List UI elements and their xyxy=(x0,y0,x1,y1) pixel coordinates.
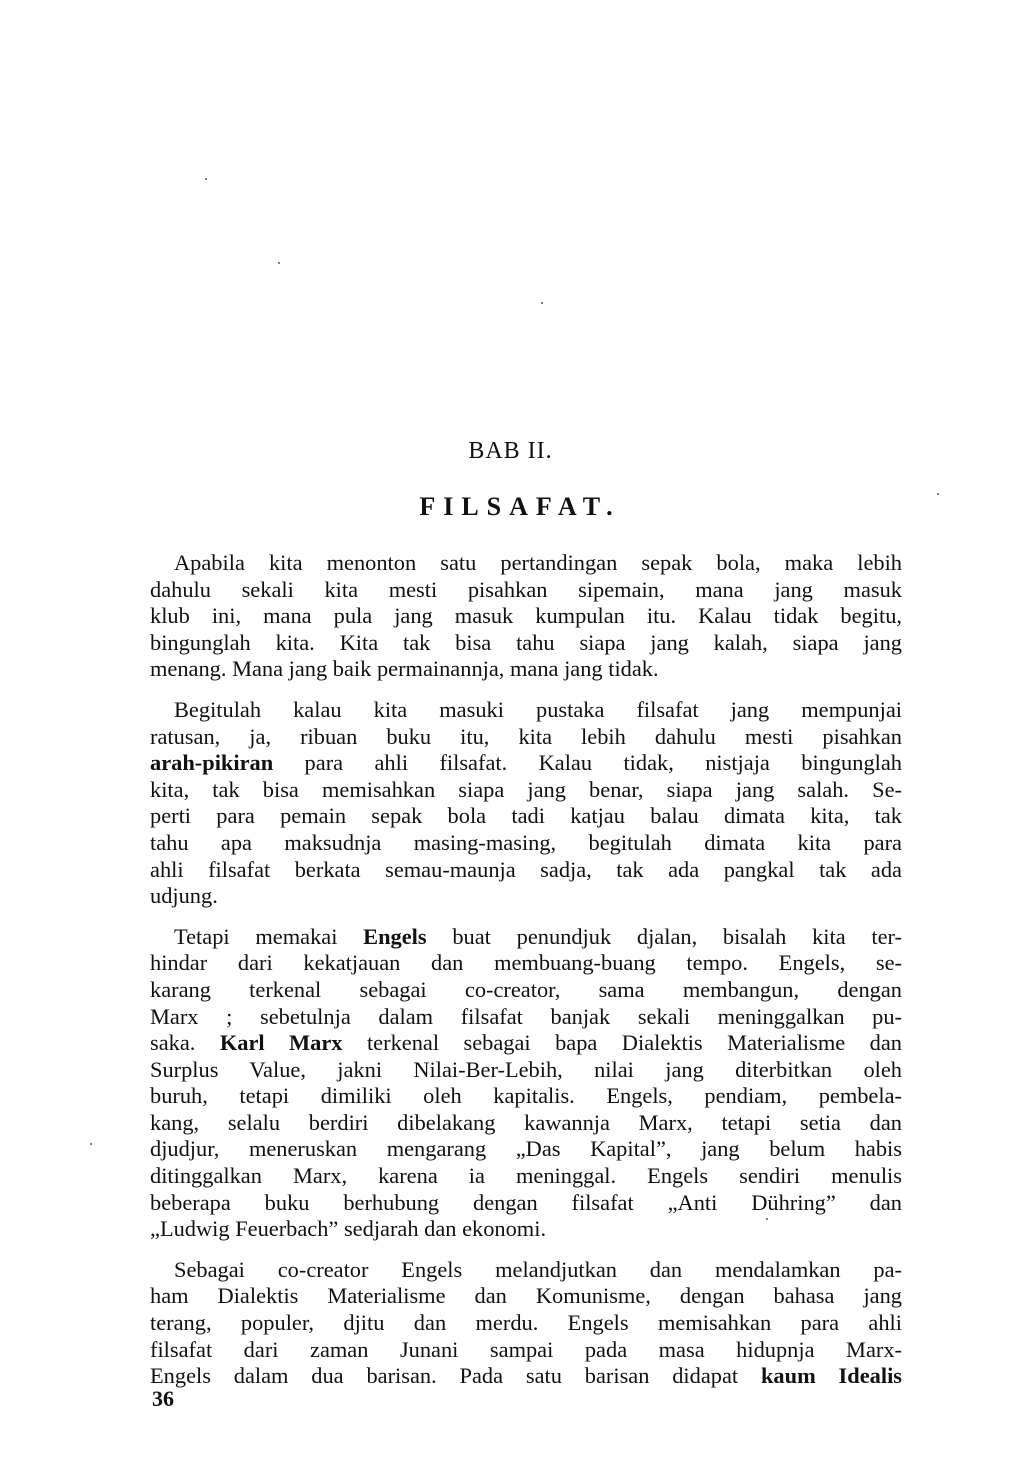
text-line: Sebagai co-creator Engels melandjutkan dan mendalamkan pa- xyxy=(174,1256,902,1282)
bold-term: Engels xyxy=(363,923,427,949)
text-run: terkenal sebagai bapa Dialektis Materialisme dan xyxy=(342,1030,902,1056)
paragraph xyxy=(150,1257,902,1390)
text-line xyxy=(150,1030,902,1057)
bold-term: kaum Idealis xyxy=(760,1363,902,1389)
text-line: terang, populer, djitu dan merdu. Engels memisahkan para ahli xyxy=(150,1310,902,1336)
scan-speck xyxy=(541,302,543,304)
bold-term: Karl Marx xyxy=(219,1030,343,1056)
text-run: buat penundjuk djalan, bisalah kita ter- xyxy=(426,923,902,949)
text-line xyxy=(150,924,902,951)
text-line: klub ini, mana pula jang masuk kumpulan itu. Kalau tidak begitu, xyxy=(150,603,902,629)
text-line: Apabila kita menonton satu pertandingan sepak bola, maka lebih xyxy=(174,550,902,575)
text-line: menang. Mana jang baik permainannja, mana jang tidak. xyxy=(150,656,659,682)
text-line: tahu apa maksudnja masing-masing, begitulah dimata kita para xyxy=(150,829,902,855)
text-line: kita, tak bisa memisahkan siapa jang benar, siapa jang salah. Se- xyxy=(150,776,902,802)
paragraph xyxy=(150,697,902,910)
text-line xyxy=(150,1363,902,1390)
bold-term: arah-pikiran xyxy=(150,750,274,776)
text-line: ahli filsafat berkata semau-maunja sadja, tak ada pangkal tak ada xyxy=(150,856,902,882)
text-line: ham Dialektis Materialisme dan Komunisme, dengan bahasa jang xyxy=(150,1283,902,1309)
chapter-title: FILSAFAT. xyxy=(419,492,621,521)
scan-speck xyxy=(937,493,939,495)
text-line: kang, selalu berdiri dibelakang kawannja Marx, tetapi setia dan xyxy=(150,1109,902,1135)
scan-speck xyxy=(90,1143,92,1145)
text-line: buruh, tetapi dimiliki oleh kapitalis. Engels, pendiam, pembela- xyxy=(150,1083,902,1109)
text-line: Marx ; sebetulnja dalam filsafat banjak sekali meninggalkan pu- xyxy=(150,1003,902,1029)
page-number: 36 xyxy=(152,1386,174,1411)
text-line: bingunglah kita. Kita tak bisa tahu siapa jang kalah, siapa jang xyxy=(150,629,902,655)
text-line: filsafat dari zaman Junani sampai pada masa hidupnja Marx- xyxy=(150,1336,902,1362)
text-line: djudjur, meneruskan mengarang „Das Kapital”, jang belum habis xyxy=(150,1136,902,1162)
paragraph xyxy=(150,924,902,1243)
scan-speck xyxy=(205,178,207,180)
text-line: dahulu sekali kita mesti pisahkan sipemain, mana jang masuk xyxy=(150,576,902,602)
text-line: ditinggalkan Marx, karena ia meninggal. Engels sendiri menulis xyxy=(150,1163,902,1189)
scan-speck xyxy=(278,262,280,264)
text-run: saka. xyxy=(150,1030,220,1056)
body-text xyxy=(150,550,902,1404)
text-line: Begitulah kalau kita masuki pustaka filsafat jang mempunjai xyxy=(174,696,902,722)
text-run: Tetapi memakai xyxy=(174,923,364,949)
text-run: para ahli filsafat. Kalau tidak, nistjaja bingunglah xyxy=(273,750,902,776)
text-run: Engels dalam dua barisan. Pada satu barisan didapat xyxy=(150,1363,761,1389)
text-line: Surplus Value, jakni Nilai-Ber-Lebih, nilai jang diterbitkan oleh xyxy=(150,1056,902,1082)
paragraph xyxy=(150,550,902,683)
text-line: ratusan, ja, ribuan buku itu, kita lebih dahulu mesti pisahkan xyxy=(150,723,902,749)
text-line: udjung. xyxy=(150,883,218,909)
text-line: hindar dari kekatjauan dan membuang-buang tempo. Engels, se- xyxy=(150,950,902,976)
text-line xyxy=(150,750,902,777)
scan-speck xyxy=(766,1218,768,1220)
text-line: „Ludwig Feuerbach” sedjarah dan ekonomi. xyxy=(150,1216,547,1242)
chapter-heading: BAB II. xyxy=(468,438,553,464)
text-line: karang terkenal sebagai co-creator, sama membangun, dengan xyxy=(150,976,902,1002)
text-line: perti para pemain sepak bola tadi katjau balau dimata kita, tak xyxy=(150,803,902,829)
text-line: beberapa buku berhubung dengan filsafat „Anti Dühring” dan xyxy=(150,1189,902,1215)
